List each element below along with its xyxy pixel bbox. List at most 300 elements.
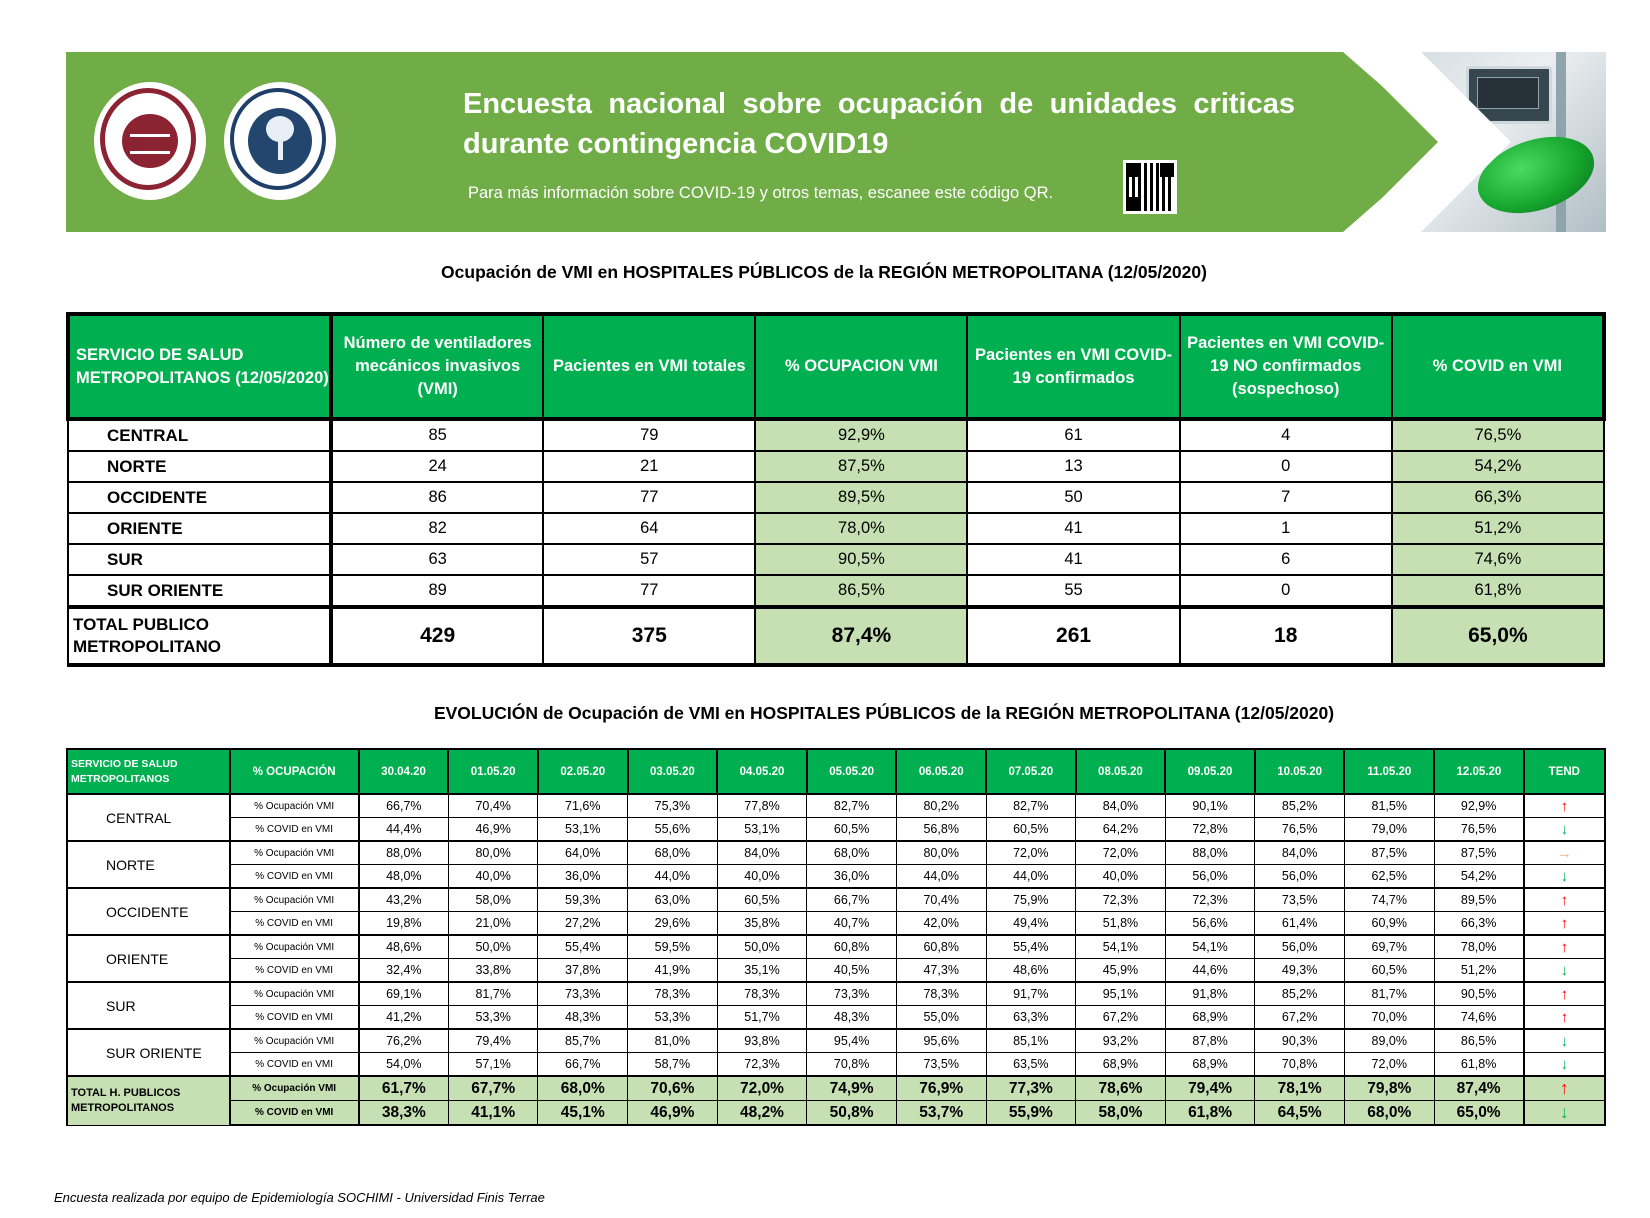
cell-value: 48,6% [986, 959, 1076, 983]
row-service-name: OCCIDENTE [67, 888, 230, 935]
cell-conf: 41 [967, 544, 1179, 575]
cell-value: 92,9% [1434, 794, 1524, 818]
trend-cell [1524, 912, 1605, 936]
cell-value: 60,5% [1344, 959, 1434, 983]
cell-value: 29,6% [628, 912, 718, 936]
cell-value: 41,1% [448, 1101, 538, 1126]
cell-value: 46,9% [448, 818, 538, 842]
cell-value: 50,8% [807, 1101, 897, 1126]
cell-value: 70,0% [1344, 1006, 1434, 1030]
cell-value: 44,0% [628, 865, 718, 889]
cell-value: 74,9% [807, 1076, 897, 1101]
cell-value: 61,4% [1255, 912, 1345, 936]
cell-value: 36,0% [807, 865, 897, 889]
cell-value: 84,0% [717, 841, 807, 865]
header-banner [66, 52, 1606, 232]
cell-value: 87,5% [1344, 841, 1434, 865]
cell-ocup: 78,0% [755, 513, 967, 544]
col-header-confirmados: Pacientes en VMI COVID-19 confirmados [967, 314, 1179, 419]
cell-value: 95,4% [807, 1029, 897, 1053]
cell-noconf: 0 [1180, 575, 1392, 607]
cell-value: 53,3% [448, 1006, 538, 1030]
cell-value: 68,9% [1165, 1006, 1255, 1030]
arrow-right-icon: → [1556, 844, 1572, 862]
cell-value: 40,0% [717, 865, 807, 889]
col-header-date: 03.05.20 [628, 749, 718, 794]
cell-value: 44,4% [359, 818, 449, 842]
trend-cell [1524, 982, 1605, 1006]
cell-value: 81,0% [628, 1029, 718, 1053]
ventilation-bag-image [1468, 123, 1604, 227]
cell-value: 44,6% [1165, 959, 1255, 983]
arrow-up-icon: ↑ [1560, 914, 1569, 932]
cell-total: 57 [543, 544, 755, 575]
row-metric-label: % COVID en VMI [230, 1053, 359, 1077]
cell-value: 19,8% [359, 912, 449, 936]
total-cell-vmi: 429 [331, 607, 543, 665]
table-row [67, 1029, 1605, 1053]
cell-value: 87,5% [1434, 841, 1524, 865]
cell-value: 54,0% [359, 1053, 449, 1077]
cell-value: 61,8% [1165, 1101, 1255, 1126]
cell-value: 89,0% [1344, 1029, 1434, 1053]
cell-value: 81,5% [1344, 794, 1434, 818]
cell-value: 54,2% [1434, 865, 1524, 889]
row-service-name: SUR [67, 982, 230, 1029]
cell-ocup: 90,5% [755, 544, 967, 575]
cell-value: 89,5% [1434, 888, 1524, 912]
cell-value: 88,0% [359, 841, 449, 865]
cell-value: 41,9% [628, 959, 718, 983]
cell-covid: 54,2% [1392, 451, 1604, 482]
cell-value: 72,0% [1076, 841, 1166, 865]
cell-covid: 61,8% [1392, 575, 1604, 607]
cell-conf: 13 [967, 451, 1179, 482]
col-header-vmi: Número de ventiladores mecánicos invasivos (VMI) [331, 314, 543, 419]
cell-covid: 76,5% [1392, 419, 1604, 451]
table-row [67, 912, 1605, 936]
trend-cell [1524, 935, 1605, 959]
cell-value: 55,9% [986, 1101, 1076, 1126]
finis-terrae-logo [224, 82, 336, 200]
arrow-down-icon: ↓ [1560, 1032, 1569, 1050]
cell-value: 85,2% [1255, 982, 1345, 1006]
cell-value: 82,7% [986, 794, 1076, 818]
cell-value: 75,9% [986, 888, 1076, 912]
cell-value: 60,5% [807, 818, 897, 842]
cell-value: 85,7% [538, 1029, 628, 1053]
cell-value: 74,6% [1434, 1006, 1524, 1030]
row-metric-label: % COVID en VMI [230, 912, 359, 936]
cell-value: 91,8% [1165, 982, 1255, 1006]
cell-value: 91,7% [986, 982, 1076, 1006]
qr-code-icon[interactable] [1123, 160, 1177, 214]
table-row [68, 419, 1604, 451]
row-service-name: OCCIDENTE [68, 482, 331, 513]
cell-value: 35,1% [717, 959, 807, 983]
ventilator-monitor-image [1466, 66, 1552, 124]
cell-value: 68,9% [1165, 1053, 1255, 1077]
occupancy-table [66, 312, 1606, 667]
cell-value: 55,6% [628, 818, 718, 842]
cell-value: 69,7% [1344, 935, 1434, 959]
table-row [68, 575, 1604, 607]
cell-value: 58,7% [628, 1053, 718, 1077]
cell-value: 93,8% [717, 1029, 807, 1053]
trend-cell [1524, 841, 1605, 865]
row-service-name: NORTE [68, 451, 331, 482]
total-cell-conf: 261 [967, 607, 1179, 665]
cell-value: 47,3% [896, 959, 986, 983]
table1-header-row [68, 314, 1604, 419]
cell-value: 72,3% [717, 1053, 807, 1077]
cell-value: 70,8% [1255, 1053, 1345, 1077]
cell-value: 79,4% [448, 1029, 538, 1053]
cell-value: 36,0% [538, 865, 628, 889]
col-header-trend: TEND [1524, 749, 1605, 794]
col-header-covid: % COVID en VMI [1392, 314, 1604, 419]
row-metric-label: % Ocupación VMI [230, 794, 359, 818]
cell-value: 61,7% [359, 1076, 449, 1101]
cell-value: 87,4% [1434, 1076, 1524, 1101]
cell-value: 72,3% [1076, 888, 1166, 912]
cell-value: 74,7% [1344, 888, 1434, 912]
cell-value: 78,3% [896, 982, 986, 1006]
table-row [67, 888, 1605, 912]
cell-value: 59,3% [538, 888, 628, 912]
cell-value: 66,7% [359, 794, 449, 818]
col-header-date: 10.05.20 [1255, 749, 1345, 794]
table-row [67, 1006, 1605, 1030]
cell-value: 87,8% [1165, 1029, 1255, 1053]
cell-value: 60,9% [1344, 912, 1434, 936]
cell-total: 21 [543, 451, 755, 482]
row-service-name: SUR ORIENTE [67, 1029, 230, 1076]
evolution-table [66, 748, 1606, 1126]
cell-value: 37,8% [538, 959, 628, 983]
cell-value: 59,5% [628, 935, 718, 959]
cell-value: 53,1% [717, 818, 807, 842]
footer-note: Encuesta realizada por equipo de Epidemiología SOCHIMI - Universidad Finis Terrae [54, 1190, 545, 1205]
cell-value: 78,1% [1255, 1076, 1345, 1101]
cell-value: 93,2% [1076, 1029, 1166, 1053]
trend-cell [1524, 794, 1605, 818]
cell-value: 73,3% [538, 982, 628, 1006]
cell-value: 76,5% [1255, 818, 1345, 842]
arrow-up-icon: ↑ [1560, 1008, 1569, 1026]
cell-noconf: 0 [1180, 451, 1392, 482]
total-cell-noconf: 18 [1180, 607, 1392, 665]
row-service-name: TOTAL H. PUBLICOS METROPOLITANOS [67, 1076, 230, 1125]
cell-covid: 51,2% [1392, 513, 1604, 544]
cell-ocup: 92,9% [755, 419, 967, 451]
cell-value: 61,8% [1434, 1053, 1524, 1077]
table-row [67, 959, 1605, 983]
cell-value: 51,7% [717, 1006, 807, 1030]
total-row [67, 1101, 1605, 1126]
cell-value: 78,3% [717, 982, 807, 1006]
col-header-date: 01.05.20 [448, 749, 538, 794]
cell-vmi: 82 [331, 513, 543, 544]
cell-value: 70,8% [807, 1053, 897, 1077]
cell-value: 77,3% [986, 1076, 1076, 1101]
cell-value: 72,0% [1344, 1053, 1434, 1077]
col-header-date: 11.05.20 [1344, 749, 1434, 794]
cell-value: 66,3% [1434, 912, 1524, 936]
table1-title: Ocupación de VMI en HOSPITALES PÚBLICOS de la REGIÓN METROPOLITANA (12/05/2020) [441, 262, 1207, 282]
cell-value: 82,7% [807, 794, 897, 818]
cell-value: 56,6% [1165, 912, 1255, 936]
cell-value: 60,8% [896, 935, 986, 959]
cell-vmi: 24 [331, 451, 543, 482]
cell-value: 38,3% [359, 1101, 449, 1126]
trend-cell [1524, 865, 1605, 889]
table-row [67, 935, 1605, 959]
cell-value: 63,3% [986, 1006, 1076, 1030]
cell-value: 50,0% [717, 935, 807, 959]
cell-value: 53,1% [538, 818, 628, 842]
cell-value: 48,3% [538, 1006, 628, 1030]
row-service-name: SUR [68, 544, 331, 575]
cell-value: 70,6% [628, 1076, 718, 1101]
col-header-date: 08.05.20 [1076, 749, 1166, 794]
col-header-date: 12.05.20 [1434, 749, 1524, 794]
cell-value: 56,0% [1255, 865, 1345, 889]
cell-value: 90,5% [1434, 982, 1524, 1006]
table-row [67, 794, 1605, 818]
cell-ocup: 89,5% [755, 482, 967, 513]
cell-value: 58,0% [448, 888, 538, 912]
cell-value: 48,3% [807, 1006, 897, 1030]
table-row [67, 1053, 1605, 1077]
trend-cell [1524, 888, 1605, 912]
cell-value: 51,2% [1434, 959, 1524, 983]
cell-value: 54,1% [1165, 935, 1255, 959]
col-header-date: 07.05.20 [986, 749, 1076, 794]
cell-value: 44,0% [986, 865, 1076, 889]
cell-value: 64,0% [538, 841, 628, 865]
cell-value: 72,8% [1165, 818, 1255, 842]
cell-value: 64,5% [1255, 1101, 1345, 1126]
cell-conf: 41 [967, 513, 1179, 544]
cell-value: 73,5% [1255, 888, 1345, 912]
cell-noconf: 7 [1180, 482, 1392, 513]
col-header-servicio: SERVICIO DE SALUD METROPOLITANOS [67, 749, 230, 794]
cell-value: 32,4% [359, 959, 449, 983]
cell-value: 72,3% [1165, 888, 1255, 912]
cell-conf: 50 [967, 482, 1179, 513]
col-header-servicio: SERVICIO DE SALUD METROPOLITANOS (12/05/2020) [68, 314, 331, 419]
banner-subtitle: Para más información sobre COVID-19 y otros temas, escanee este código QR. [468, 184, 1054, 202]
cell-value: 75,3% [628, 794, 718, 818]
cell-value: 80,2% [896, 794, 986, 818]
arrow-up-icon: ↑ [1560, 891, 1569, 909]
sochimi-logo [94, 82, 206, 200]
table-row [68, 482, 1604, 513]
cell-value: 67,7% [448, 1076, 538, 1101]
cell-value: 68,9% [1076, 1053, 1166, 1077]
cell-value: 45,9% [1076, 959, 1166, 983]
cell-value: 69,1% [359, 982, 449, 1006]
row-metric-label: % Ocupación VMI [230, 888, 359, 912]
cell-value: 81,7% [1344, 982, 1434, 1006]
cell-value: 58,0% [1076, 1101, 1166, 1126]
cell-value: 53,3% [628, 1006, 718, 1030]
row-metric-label: % Ocupación VMI [230, 982, 359, 1006]
cell-value: 51,8% [1076, 912, 1166, 936]
cell-value: 76,2% [359, 1029, 449, 1053]
cell-value: 48,0% [359, 865, 449, 889]
trend-cell [1524, 1076, 1605, 1101]
col-header-total: Pacientes en VMI totales [543, 314, 755, 419]
cell-value: 68,0% [538, 1076, 628, 1101]
trend-cell [1524, 1006, 1605, 1030]
cell-value: 46,9% [628, 1101, 718, 1126]
trend-cell [1524, 818, 1605, 842]
arrow-up-icon: ↑ [1560, 797, 1569, 815]
sochimi-logo-emblem [122, 114, 178, 168]
total-cell-ocup: 87,4% [755, 607, 967, 665]
cell-value: 76,9% [896, 1076, 986, 1101]
trend-cell [1524, 1029, 1605, 1053]
total-cell-total: 375 [543, 607, 755, 665]
cell-value: 55,4% [986, 935, 1076, 959]
cell-value: 66,7% [807, 888, 897, 912]
total-label: TOTAL PUBLICO METROPOLITANO [68, 607, 331, 665]
cell-value: 60,5% [986, 818, 1076, 842]
col-header-date: 02.05.20 [538, 749, 628, 794]
arrow-up-icon: ↑ [1560, 985, 1569, 1003]
cell-value: 68,0% [807, 841, 897, 865]
col-header-no-confirmados: Pacientes en VMI COVID-19 NO confirmados (sospechoso) [1180, 314, 1392, 419]
table-row [68, 544, 1604, 575]
cell-value: 63,0% [628, 888, 718, 912]
cell-value: 77,8% [717, 794, 807, 818]
cell-total: 79 [543, 419, 755, 451]
cell-value: 70,4% [448, 794, 538, 818]
cell-value: 40,5% [807, 959, 897, 983]
cell-value: 27,2% [538, 912, 628, 936]
col-header-date: 09.05.20 [1165, 749, 1255, 794]
cell-value: 90,1% [1165, 794, 1255, 818]
cell-value: 49,4% [986, 912, 1076, 936]
cell-value: 42,0% [896, 912, 986, 936]
arrow-down-icon: ↓ [1560, 820, 1569, 838]
cell-value: 41,2% [359, 1006, 449, 1030]
cell-value: 21,0% [448, 912, 538, 936]
cell-value: 72,0% [986, 841, 1076, 865]
col-header-ocupacion: % OCUPACION VMI [755, 314, 967, 419]
row-service-name: CENTRAL [68, 419, 331, 451]
cell-value: 76,5% [1434, 818, 1524, 842]
table-total-row [68, 607, 1604, 665]
cell-value: 56,0% [1255, 935, 1345, 959]
cell-value: 62,5% [1344, 865, 1434, 889]
table-row [67, 982, 1605, 1006]
cell-value: 56,0% [1165, 865, 1255, 889]
row-metric-label: % COVID en VMI [230, 959, 359, 983]
total-row [67, 1076, 1605, 1101]
cell-value: 79,8% [1344, 1076, 1434, 1101]
arrow-down-icon: ↓ [1560, 961, 1569, 979]
row-metric-label: % COVID en VMI [230, 818, 359, 842]
cell-value: 78,3% [628, 982, 718, 1006]
row-service-name: ORIENTE [68, 513, 331, 544]
col-header-date: 05.05.20 [807, 749, 897, 794]
table2-title: EVOLUCIÓN de Ocupación de VMI en HOSPITALES PÚBLICOS de la REGIÓN METROPOLITANA (12/05/2020) [433, 703, 1335, 723]
cell-noconf: 6 [1180, 544, 1392, 575]
cell-conf: 61 [967, 419, 1179, 451]
cell-value: 54,1% [1076, 935, 1166, 959]
table-row [67, 841, 1605, 865]
cell-value: 49,3% [1255, 959, 1345, 983]
row-service-name: NORTE [67, 841, 230, 888]
table-row [68, 451, 1604, 482]
cell-value: 68,0% [628, 841, 718, 865]
cell-value: 67,2% [1255, 1006, 1345, 1030]
row-metric-label: % Ocupación VMI [230, 1029, 359, 1053]
cell-value: 67,2% [1076, 1006, 1166, 1030]
cell-value: 78,6% [1076, 1076, 1166, 1101]
row-metric-label: % COVID en VMI [230, 865, 359, 889]
row-metric-label: % Ocupación VMI [230, 935, 359, 959]
trend-cell [1524, 1053, 1605, 1077]
cell-value: 33,8% [448, 959, 538, 983]
cell-value: 48,6% [359, 935, 449, 959]
row-metric-label: % Ocupación VMI [230, 841, 359, 865]
cell-value: 85,1% [986, 1029, 1076, 1053]
cell-value: 80,0% [896, 841, 986, 865]
cell-vmi: 89 [331, 575, 543, 607]
banner-title: Encuesta nacional sobre ocupación de unidades criticas durante contingencia COVID19 [463, 88, 1295, 160]
trend-cell [1524, 1101, 1605, 1126]
table-row [68, 513, 1604, 544]
cell-value: 55,0% [896, 1006, 986, 1030]
cell-value: 50,0% [448, 935, 538, 959]
cell-value: 40,7% [807, 912, 897, 936]
cell-ocup: 87,5% [755, 451, 967, 482]
cell-value: 80,0% [448, 841, 538, 865]
cell-value: 79,4% [1165, 1076, 1255, 1101]
cell-value: 63,5% [986, 1053, 1076, 1077]
trend-cell [1524, 959, 1605, 983]
cell-value: 55,4% [538, 935, 628, 959]
cell-value: 95,6% [896, 1029, 986, 1053]
cell-value: 57,1% [448, 1053, 538, 1077]
cell-value: 86,5% [1434, 1029, 1524, 1053]
cell-value: 65,0% [1434, 1101, 1524, 1126]
cell-value: 95,1% [1076, 982, 1166, 1006]
table-row [67, 818, 1605, 842]
cell-value: 84,0% [1076, 794, 1166, 818]
cell-value: 72,0% [717, 1076, 807, 1101]
arrow-down-icon: ↓ [1560, 1055, 1569, 1073]
cell-noconf: 4 [1180, 419, 1392, 451]
row-service-name: SUR ORIENTE [68, 575, 331, 607]
cell-value: 88,0% [1165, 841, 1255, 865]
cell-value: 56,8% [896, 818, 986, 842]
cell-value: 78,0% [1434, 935, 1524, 959]
cell-value: 70,4% [896, 888, 986, 912]
cell-value: 81,7% [448, 982, 538, 1006]
col-header-metric: % OCUPACIÓN [230, 749, 359, 794]
cell-vmi: 86 [331, 482, 543, 513]
cell-value: 48,2% [717, 1101, 807, 1126]
cell-value: 79,0% [1344, 818, 1434, 842]
row-metric-label: % COVID en VMI [230, 1101, 359, 1126]
cell-value: 53,7% [896, 1101, 986, 1126]
cell-covid: 66,3% [1392, 482, 1604, 513]
